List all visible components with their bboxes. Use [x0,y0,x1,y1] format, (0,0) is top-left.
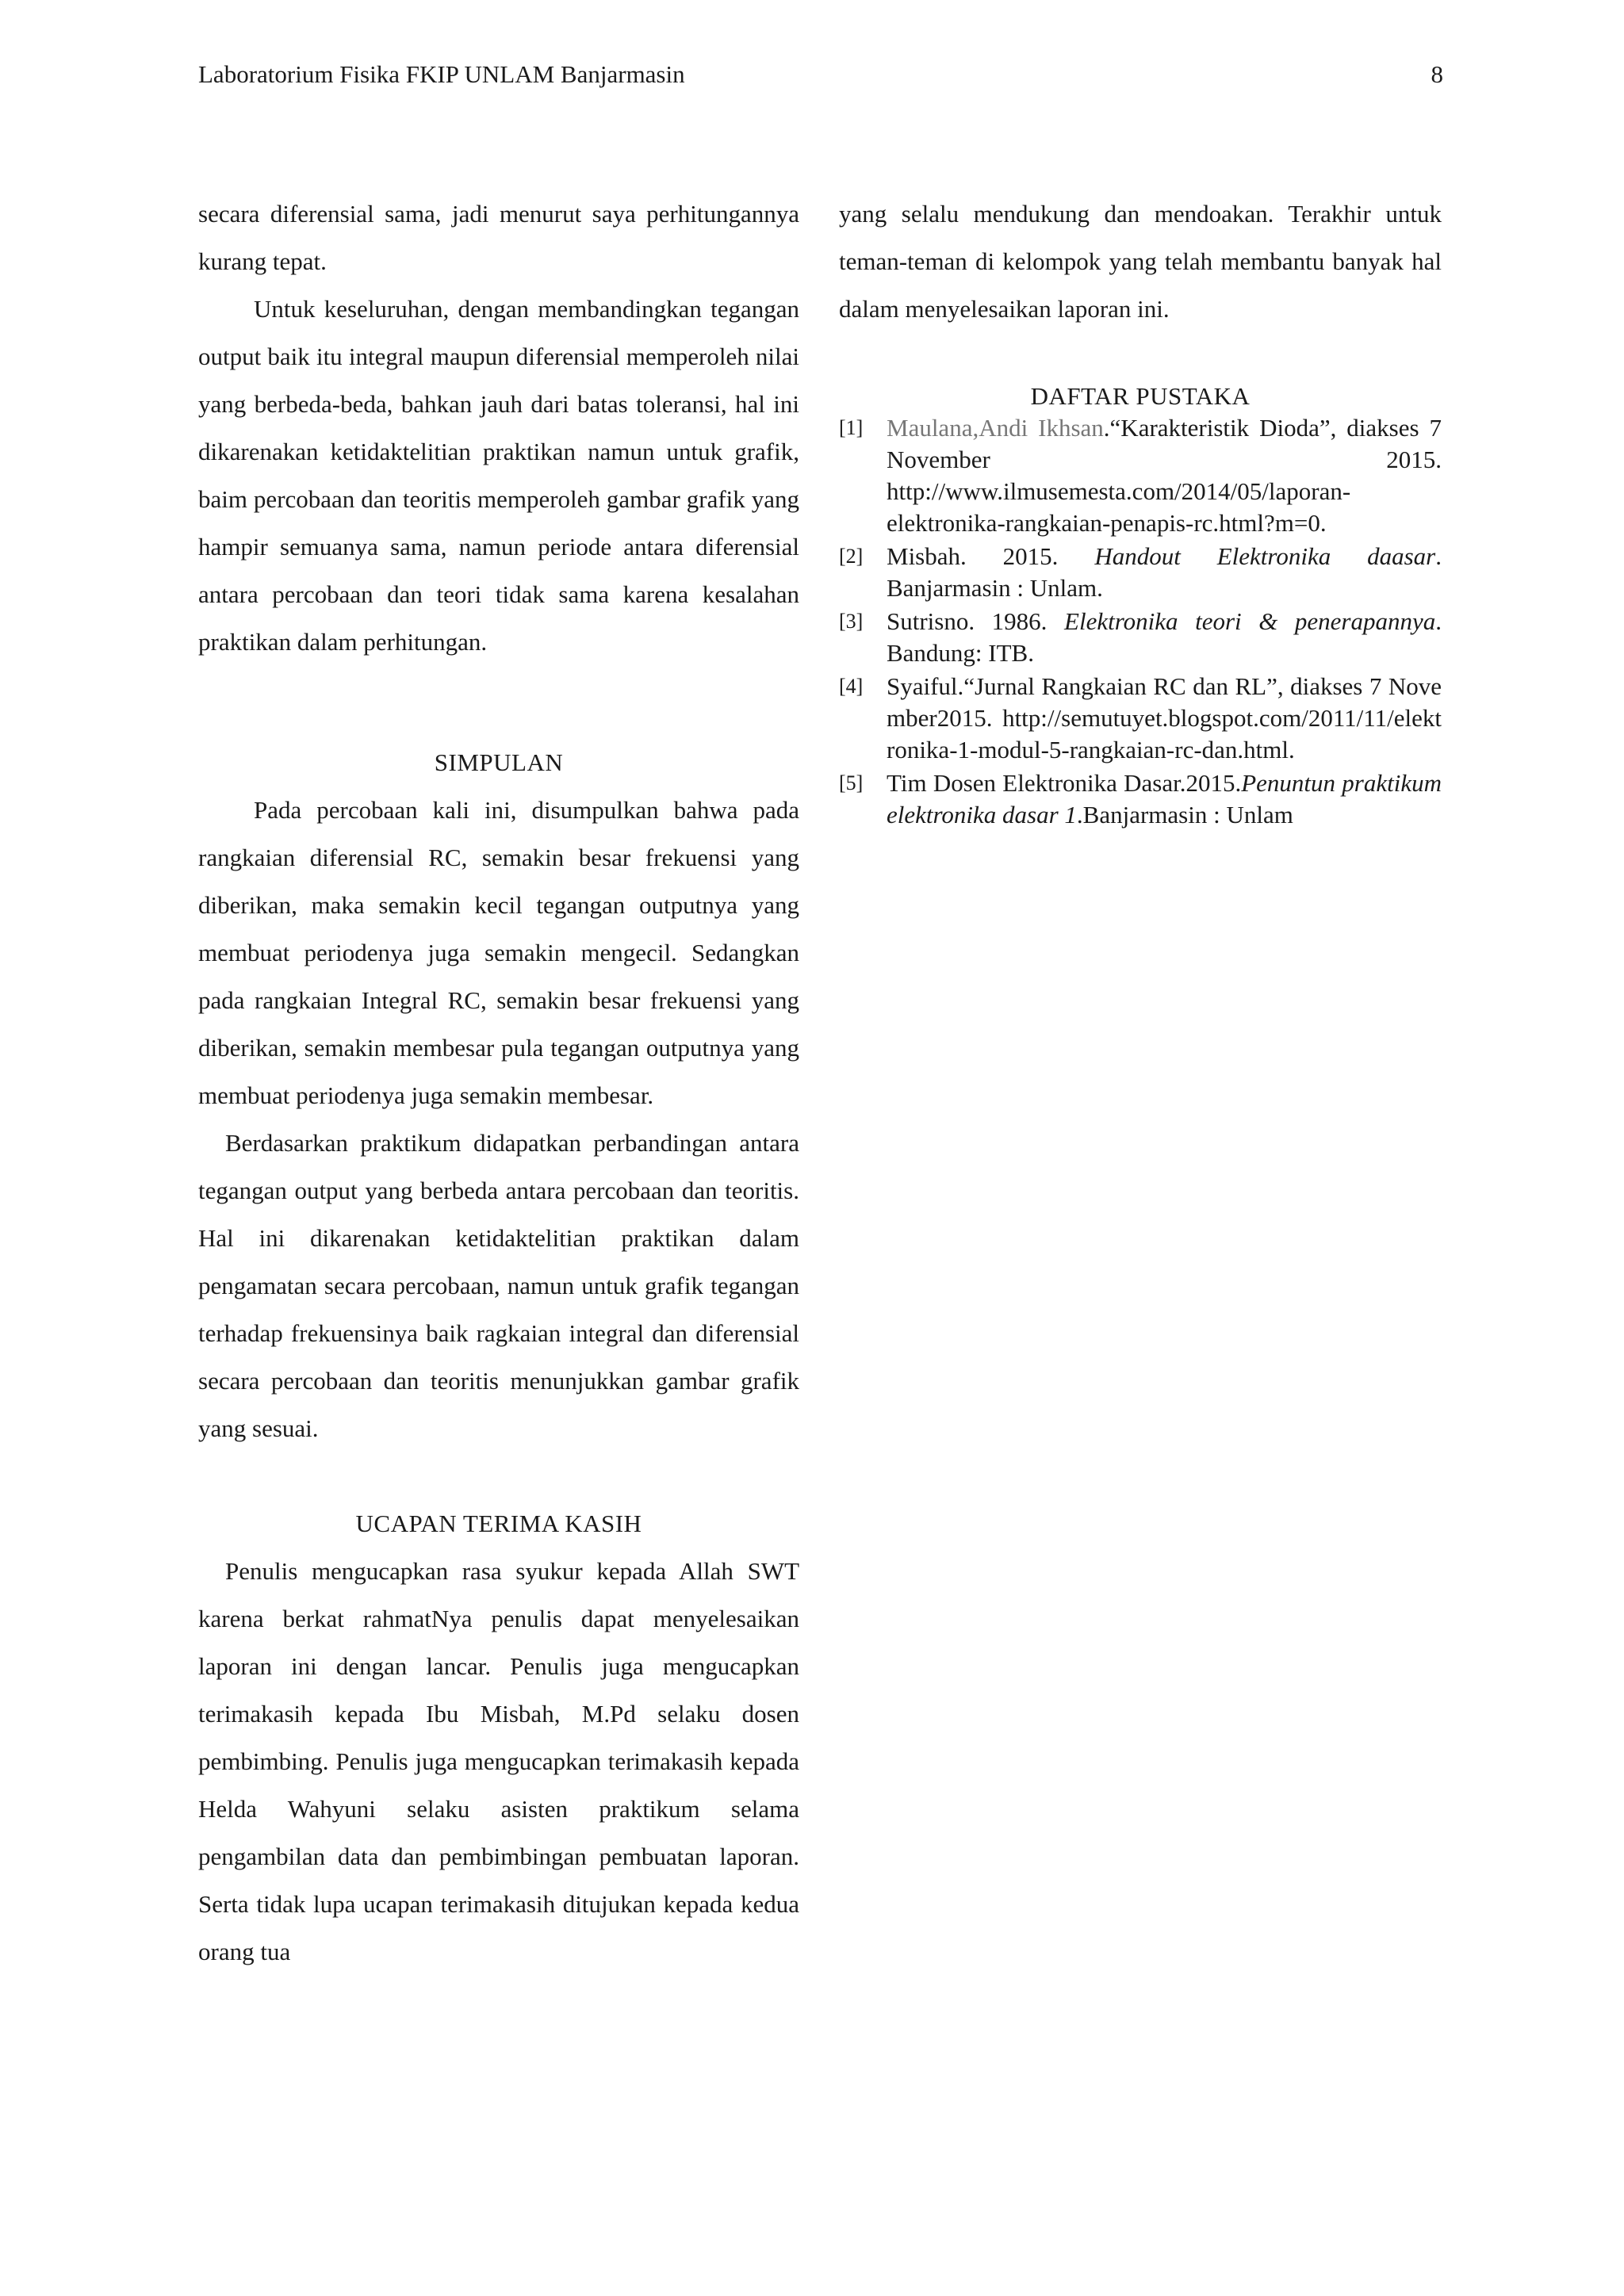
reference-text: .Banjarmasin : Unlam [1076,801,1293,828]
right-column [839,190,1442,832]
reference-item [839,671,1442,766]
reference-list [839,412,1442,831]
reference-item [839,541,1442,604]
reference-item [839,767,1442,831]
ucapan-paragraph: Penulis mengucapkan rasa syukur kepada Allah SWT karena berkat rahmatNya penulis dapat menyelesaikan laporan ini dengan lancar. Penulis juga mengucapkan terimakasih kepada Ibu Misbah, M.Pd selaku dosen pembimbing. Penulis juga mengucapkan terimakasih kepada Helda Wahyuni selaku asisten praktikum selama pengambilan data dan pembimbingan pembuatan laporan. Serta tidak lupa ucapan terimakasih ditujukan kepada kedua orang tua [198,1557,799,1965]
section-title-daftar-pustaka: DAFTAR PUSTAKA [1030,382,1251,410]
reference-text: . Banjarmasin : Unlam. [887,542,1442,602]
paragraph-continuation: secara diferensial sama, jadi menurut saya perhitungannya kurang tepat. [198,200,799,275]
left-column [198,190,799,1976]
reference-author-link[interactable]: Maulana,Andi Ikhsan [887,414,1104,442]
reference-number: [3] [839,610,864,633]
running-header: Laboratorium Fisika FKIP UNLAM Banjarmasin [198,60,685,88]
reference-text: .“Karakteristik Dioda”, diakses 7 November 2015. http://www.ilmusemesta.com/2014/05/laporan-elektronika-rangkaian-penapis-rc.html?m=0. [887,414,1442,537]
reference-number: [1] [839,416,864,439]
reference-text: Misbah. 2015. [887,542,1095,570]
reference-number: [4] [839,675,864,698]
reference-item [839,412,1442,539]
reference-title: Penuntun praktikum elektronika dasar 1 [887,769,1442,828]
reference-text: Syaiful.“Jurnal Rangkaian RC dan RL”, diakses 7 November2015. http://semutuyet.blogspot.com/2011/11/elektronika-1-modul-5-rangkaian-rc-dan.html. [887,672,1442,763]
reference-text: . Bandung: ITB. [887,607,1442,667]
simpulan-paragraph-2: Berdasarkan praktikum didapatkan perbandingan antara tegangan output yang berbeda antara percobaan dan teoritis. Hal ini dikarenakan ketidaktelitian praktikan dalam pengamatan secara percobaan, namun untuk grafik tegangan terhadap frekuensinya baik ragkaian integral dan diferensial secara percobaan dan teoritis menunjukkan gambar grafik yang sesuai. [198,1129,799,1442]
reference-title: Elektronika teori & penerapannya [1064,607,1436,635]
simpulan-paragraph-1: Pada percobaan kali ini, disumpulkan bahwa pada rangkaian diferensial RC, semakin besar frekuensi yang diberikan, maka semakin kecil tegangan outputnya yang membuat periodenya juga semakin mengecil. Sedangkan pada rangkaian Integral RC, semakin besar frekuensi yang diberikan, semakin membesar pula tegangan outputnya yang membuat periodenya juga semakin membesar. [198,796,799,1109]
section-title-ucapan: UCAPAN TERIMA KASIH [355,1510,642,1537]
reference-text: Tim Dosen Elektronika Dasar.2015. [887,769,1242,797]
page-number: 8 [1431,60,1443,88]
reference-number: [5] [839,771,864,794]
reference-item [839,606,1442,669]
reference-number: [2] [839,545,864,568]
reference-title: Handout Elektronika daasar [1094,542,1436,570]
paragraph-overall: Untuk keseluruhan, dengan membandingkan tegangan output baik itu integral maupun diferensial memperoleh nilai yang berbeda-beda, bahkan jauh dari batas toleransi, hal ini dikarenakan ketidaktelitian praktikan namun untuk grafik, baim percobaan dan teoritis memperoleh gambar grafik yang hampir semuanya sama, namun periode antara diferensial antara percobaan dan teori tidak sama karena kesalahan praktikan dalam perhitungan. [198,295,799,656]
ucapan-continuation: yang selalu mendukung dan mendoakan. Terakhir untuk teman-teman di kelompok yang telah membantu banyak hal dalam menyelesaikan laporan ini. [839,200,1442,323]
section-title-simpulan: SIMPULAN [434,748,564,776]
reference-text: Sutrisno. 1986. [887,607,1065,635]
